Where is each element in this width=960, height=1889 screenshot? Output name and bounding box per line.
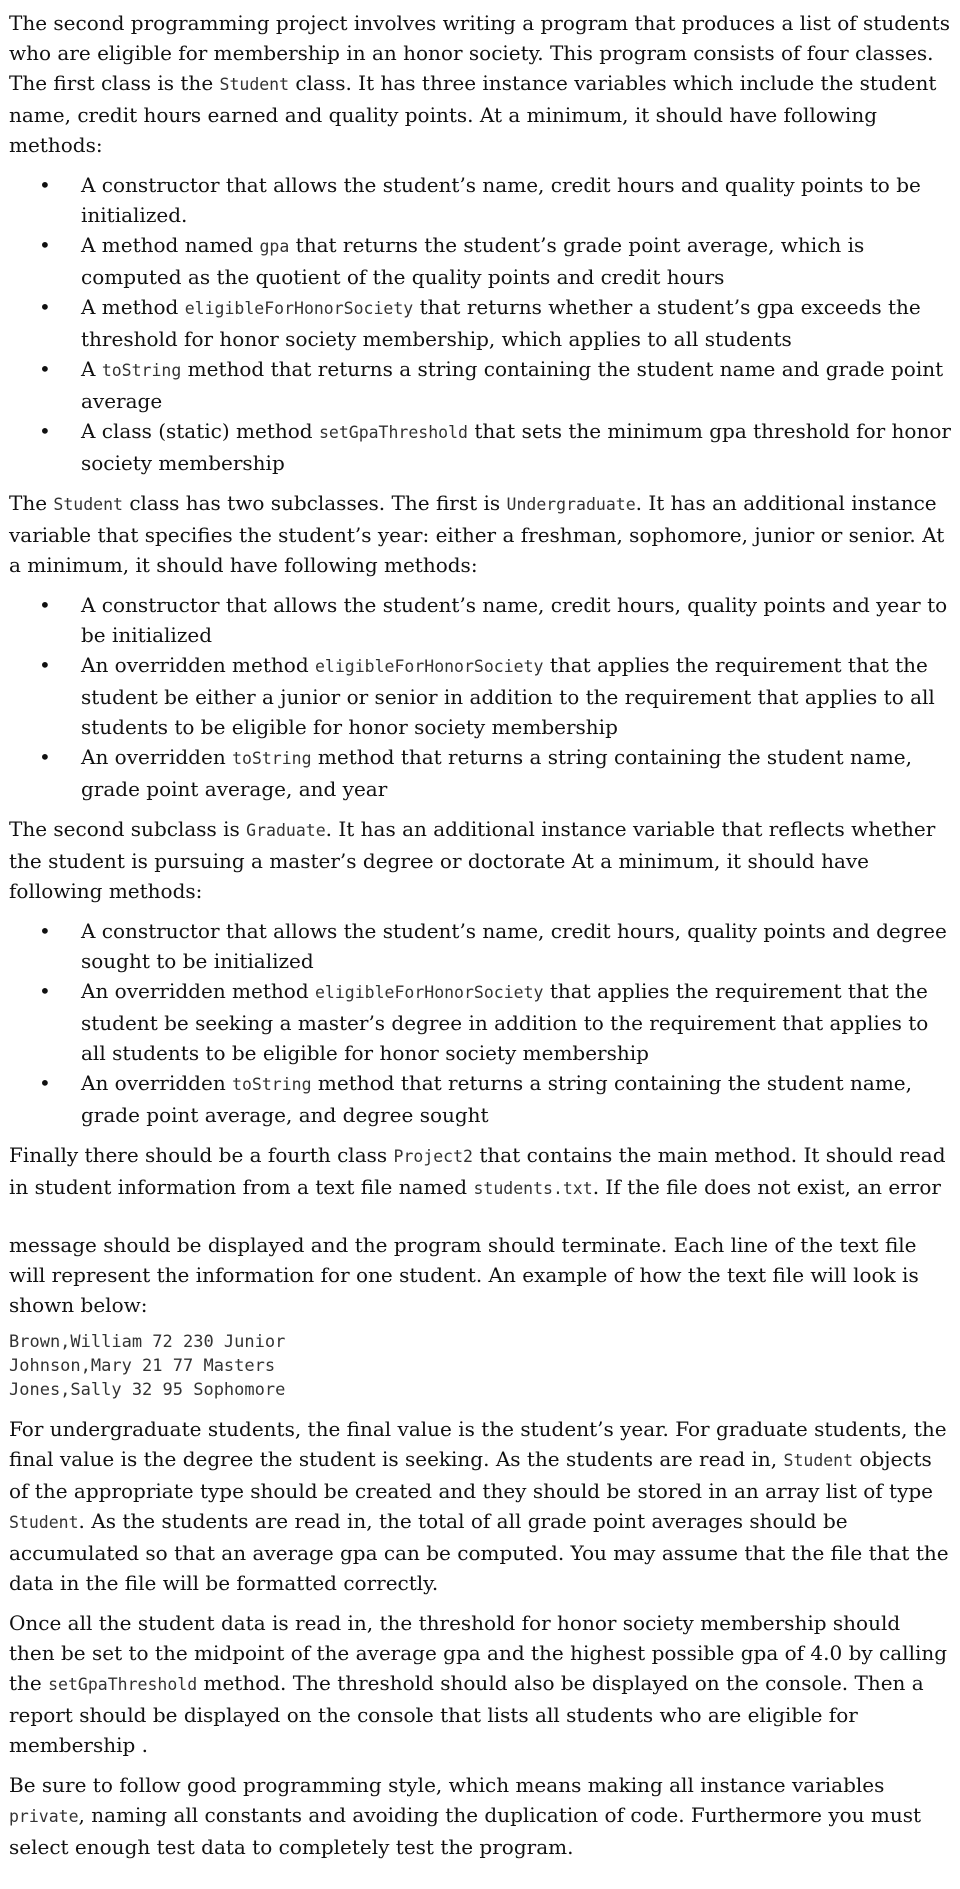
page-break-gap	[9, 1204, 952, 1230]
project2-class-code: Project2	[393, 1147, 473, 1166]
intro-text-2: class. It has three instance variables which include the student name, credit hours earned and quality points. At a minimum, it should have following methods:	[9, 71, 937, 157]
graduate-intro-paragraph: The second subclass is Graduate. It has an additional instance variable that reflects whether the student is pursuing a master’s degree or doctorate At a minimum, it should have following methods:	[9, 817, 936, 903]
undergraduate-class-code: Undergraduate	[506, 495, 636, 514]
method-code: gpa	[259, 237, 290, 256]
method-code: toString	[232, 749, 312, 768]
students-file-code: students.txt	[473, 1179, 593, 1198]
sample-line: Johnson,Mary 21 77 Masters	[9, 1356, 276, 1376]
graduate-methods-list	[9, 916, 952, 1130]
project2-paragraph: Finally there should be a fourth class Project2 that contains the main method. It should read in student information from a text file named students.txt. If the file does not exist, an error	[9, 1143, 946, 1199]
list-item: • A method named gpa that returns the student’s grade point average, which is computed as the quotient of the quality points and credit hours	[9, 230, 952, 292]
method-code: eligibleForHonorSociety	[184, 299, 414, 318]
message-paragraph: message should be displayed and the program should terminate. Each line of the text file will represent the information for one student. An example of how the text file will look is shown below:	[9, 1233, 919, 1317]
list-item: • A class (static) method setGpaThreshold that sets the minimum gpa threshold for honor society membership	[9, 416, 952, 478]
method-code: toString	[101, 361, 182, 380]
list-item: • A toString method that returns a string containing the student name and grade point average	[9, 354, 952, 416]
programming-style-paragraph: Be sure to follow good programming style, which means making all instance variables private, naming all constants and avoiding the duplication of code. Furthermore you must select enough test data to completely test the program.	[9, 1773, 922, 1859]
sample-line: Jones,Sally 32 95 Sophomore	[9, 1380, 286, 1400]
student-methods-list	[9, 170, 952, 478]
undergraduate-intro-paragraph: The Student class has two subclasses. The first is Undergraduate. It has an additional instance variable that specifies the student’s year: either a freshman, sophomore, junior or senior. At a minimum, it should have following methods:	[9, 491, 945, 577]
list-item: • An overridden method eligibleForHonorSociety that applies the requirement that the student be seeking a master’s degree in addition to the requirement that applies to all students to be eligible for honor society membership	[9, 976, 952, 1068]
method-code: setGpaThreshold	[318, 423, 468, 442]
set-gpa-threshold-code: setGpaThreshold	[48, 1675, 198, 1694]
student-class-code: Student	[53, 495, 123, 514]
student-class-code: Student	[783, 1451, 854, 1470]
method-code: eligibleForHonorSociety	[314, 983, 544, 1002]
student-class-code: Student	[9, 1513, 79, 1532]
method-code: toString	[232, 1075, 312, 1094]
list-item: • An overridden toString method that returns a string containing the student name, grade point average, and degree sought	[9, 1068, 952, 1130]
intro-text-1: The second programming project involves writing a program that produces a list of students who are eligible for membership in an honor society. This program consists of four classes. The first class is the	[9, 11, 951, 95]
undergraduate-final-value-paragraph: For undergraduate students, the final value is the student’s year. For graduate students, the final value is the degree the student is seeking. As the students are read in, Student objects of the appropriate type should be created and they should be stored in an array list of type Student. As the students are read in, the total of all grade point averages should be accumulated so that an average gpa can be computed. You may assume that the file that the data in the file will be formatted correctly.	[9, 1417, 949, 1595]
student-class-code: Student	[219, 75, 290, 94]
list-item: • A constructor that allows the student’s name, credit hours, quality points and degree sought to be initialized	[9, 916, 952, 976]
list-item: • A constructor that allows the student’s name, credit hours, quality points and year to be initialized	[9, 590, 952, 650]
graduate-class-code: Graduate	[246, 821, 326, 840]
method-code: eligibleForHonorSociety	[314, 657, 544, 676]
list-item: • A constructor that allows the student’s name, credit hours and quality points to be initialized.	[9, 170, 952, 230]
list-item: • An overridden method eligibleForHonorSociety that applies the requirement that the student be either a junior or senior in addition to the requirement that applies to all students to be eligible for honor society membership	[9, 650, 952, 742]
sample-line: Brown,William 72 230 Junior	[9, 1332, 286, 1352]
undergraduate-methods-list	[9, 590, 952, 804]
private-keyword-code: private	[9, 1807, 79, 1826]
list-item: • A method eligibleForHonorSociety that returns whether a student’s gpa exceeds the threshold for honor society membership, which applies to all students	[9, 292, 952, 354]
intro-paragraph	[9, 8, 952, 160]
sample-file-listing	[9, 1330, 952, 1402]
list-item: • An overridden toString method that returns a string containing the student name, grade point average, and year	[9, 742, 952, 804]
threshold-paragraph: Once all the student data is read in, the threshold for honor society membership should then be set to the midpoint of the average gpa and the highest possible gpa of 4.0 by calling the setGpaThreshold method. The threshold should also be displayed on the console. Then a report should be displayed on the console that lists all students who are eligible for membership .	[9, 1611, 948, 1757]
